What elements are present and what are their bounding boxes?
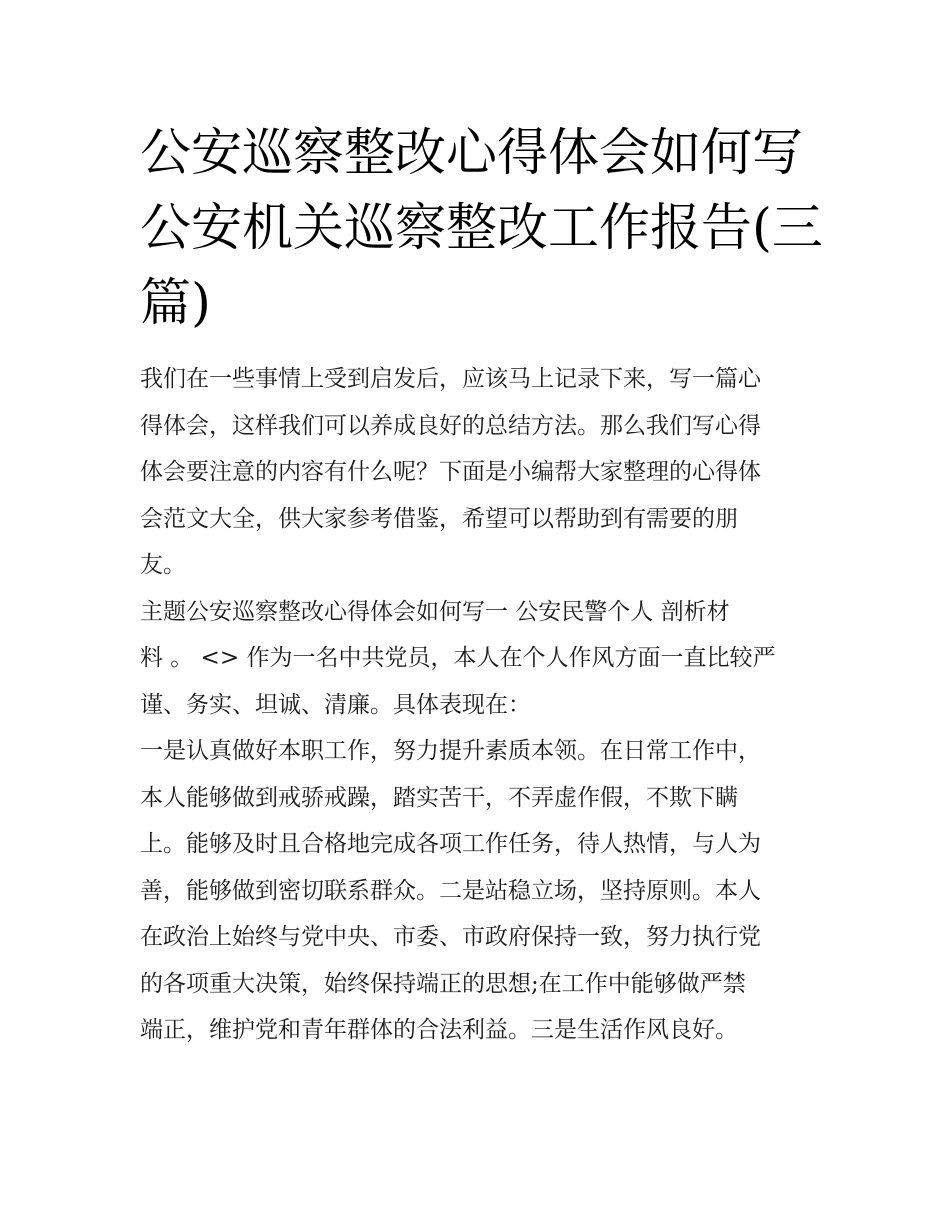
body-line: 体会要注意的内容有什么呢？下面是小编帮大家整理的心得体 <box>140 459 761 485</box>
body-line: 友。 <box>140 552 186 578</box>
body-line: 本人能够做到戒骄戒躁，踏实苦干，不弄虚作假，不欺下瞒 <box>140 784 738 811</box>
body-line: 我们在一些事情上受到启发后，应该马上记录下来，写一篇心 <box>140 366 761 392</box>
document-title <box>140 116 830 341</box>
body-line: 主题公安巡察整改心得体会如何写一 公安民警个人 剖析材 <box>140 598 730 625</box>
body-line: 谨、务实、坦诚、清廉。具体表现在： <box>140 691 531 718</box>
body-line: 一是认真做好本职工作，努力提升素质本领。在日常工作中， <box>140 738 761 764</box>
title-line-3: 篇) <box>140 274 211 333</box>
document-body <box>140 356 830 1054</box>
body-line: 料 。 <> 作为一名中共党员，本人在个人作风方面一直比较严 <box>140 645 776 671</box>
body-line: 的各项重大决策，始终保持端正的思想;在工作中能够做严禁 <box>140 970 746 997</box>
title-line-2: 公安机关巡察整改工作报告(三 <box>140 199 823 258</box>
body-line: 善，能够做到密切联系群众。二是站稳立场，坚持原则。本人 <box>140 877 761 904</box>
title-line-1: 公安巡察整改心得体会如何写 <box>140 124 804 183</box>
body-line: 上。能够及时且合格地完成各项工作任务，待人热情，与人为 <box>140 831 761 857</box>
body-line: 在政治上始终与党中央、市委、市政府保持一致，努力执行党 <box>140 924 761 950</box>
body-line: 得体会，这样我们可以养成良好的总结方法。那么我们写心得 <box>140 412 761 439</box>
body-line: 会范文大全，供大家参考借鉴，希望可以帮助到有需要的朋 <box>140 505 738 532</box>
body-line: 端正，维护党和青年群体的合法利益。三是生活作风良好。 <box>140 1017 738 1043</box>
